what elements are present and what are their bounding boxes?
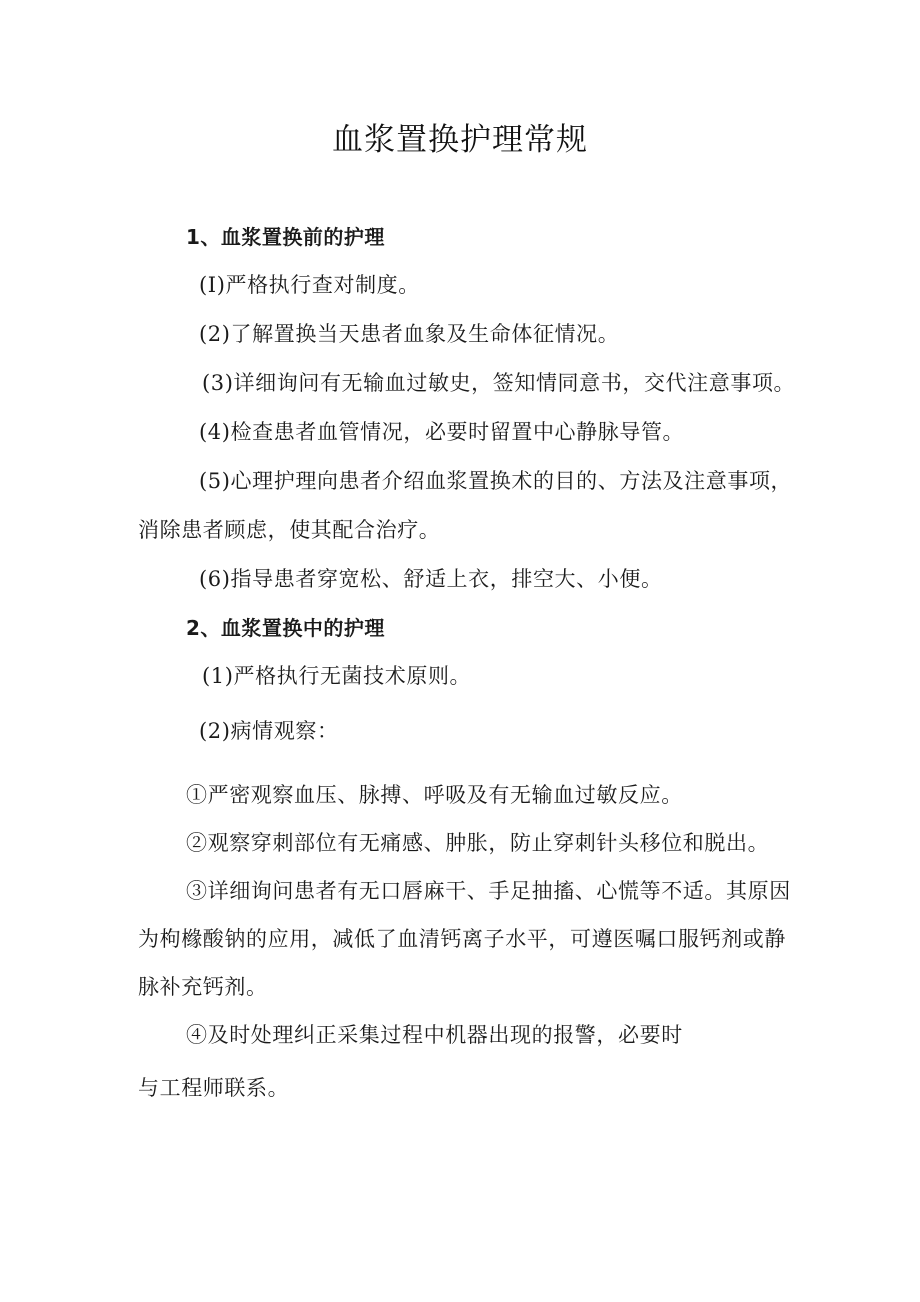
paragraph-line: (2)病情观察： — [199, 719, 339, 743]
paragraph-line: 脉补充钙剂。 — [138, 975, 268, 999]
paragraph-line: 消除患者顾虑，使其配合治疗。 — [138, 518, 441, 542]
paragraph-line: (5)心理护理向患者介绍血浆置换术的目的、方法及注意事项， — [199, 469, 793, 493]
paragraph-line: (1)严格执行无菌技术原则。 — [202, 664, 472, 688]
paragraph-line: (6)指导患者穿宽松、舒适上衣，排空大、小便。 — [199, 567, 663, 591]
paragraph-line: (4)检查患者血管情况，必要时留置中心静脉导管。 — [199, 420, 685, 444]
section-heading: 2、血浆置换中的护理 — [186, 616, 385, 640]
paragraph-line: 与工程师联系。 — [138, 1076, 290, 1100]
paragraph-line: (3)详细询问有无输血过敏史，签知情同意书，交代注意事项。 — [202, 371, 796, 395]
paragraph-line: ①严密观察血压、脉搏、呼吸及有无输血过敏反应。 — [186, 783, 683, 807]
document-title: 血浆置换护理常规 — [332, 122, 588, 158]
paragraph-line: ②观察穿刺部位有无痛感、肿胀，防止穿刺针头移位和脱出。 — [186, 831, 770, 855]
paragraph-line: (I)严格执行查对制度。 — [199, 273, 420, 297]
paragraph-line: 为枸橼酸钠的应用，减低了血清钙离子水平，可遵医嘱口服钙剂或静 — [138, 927, 786, 951]
paragraph-line: ④及时处理纠正采集过程中机器出现的报警，必要时 — [186, 1023, 683, 1047]
section-heading: 1、血浆置换前的护理 — [186, 225, 385, 249]
paragraph-line: ③详细询问患者有无口唇麻干、手足抽搐、心慌等不适。其原因 — [186, 879, 791, 903]
paragraph-line: (2)了解置换当天患者血象及生命体征情况。 — [199, 322, 620, 346]
